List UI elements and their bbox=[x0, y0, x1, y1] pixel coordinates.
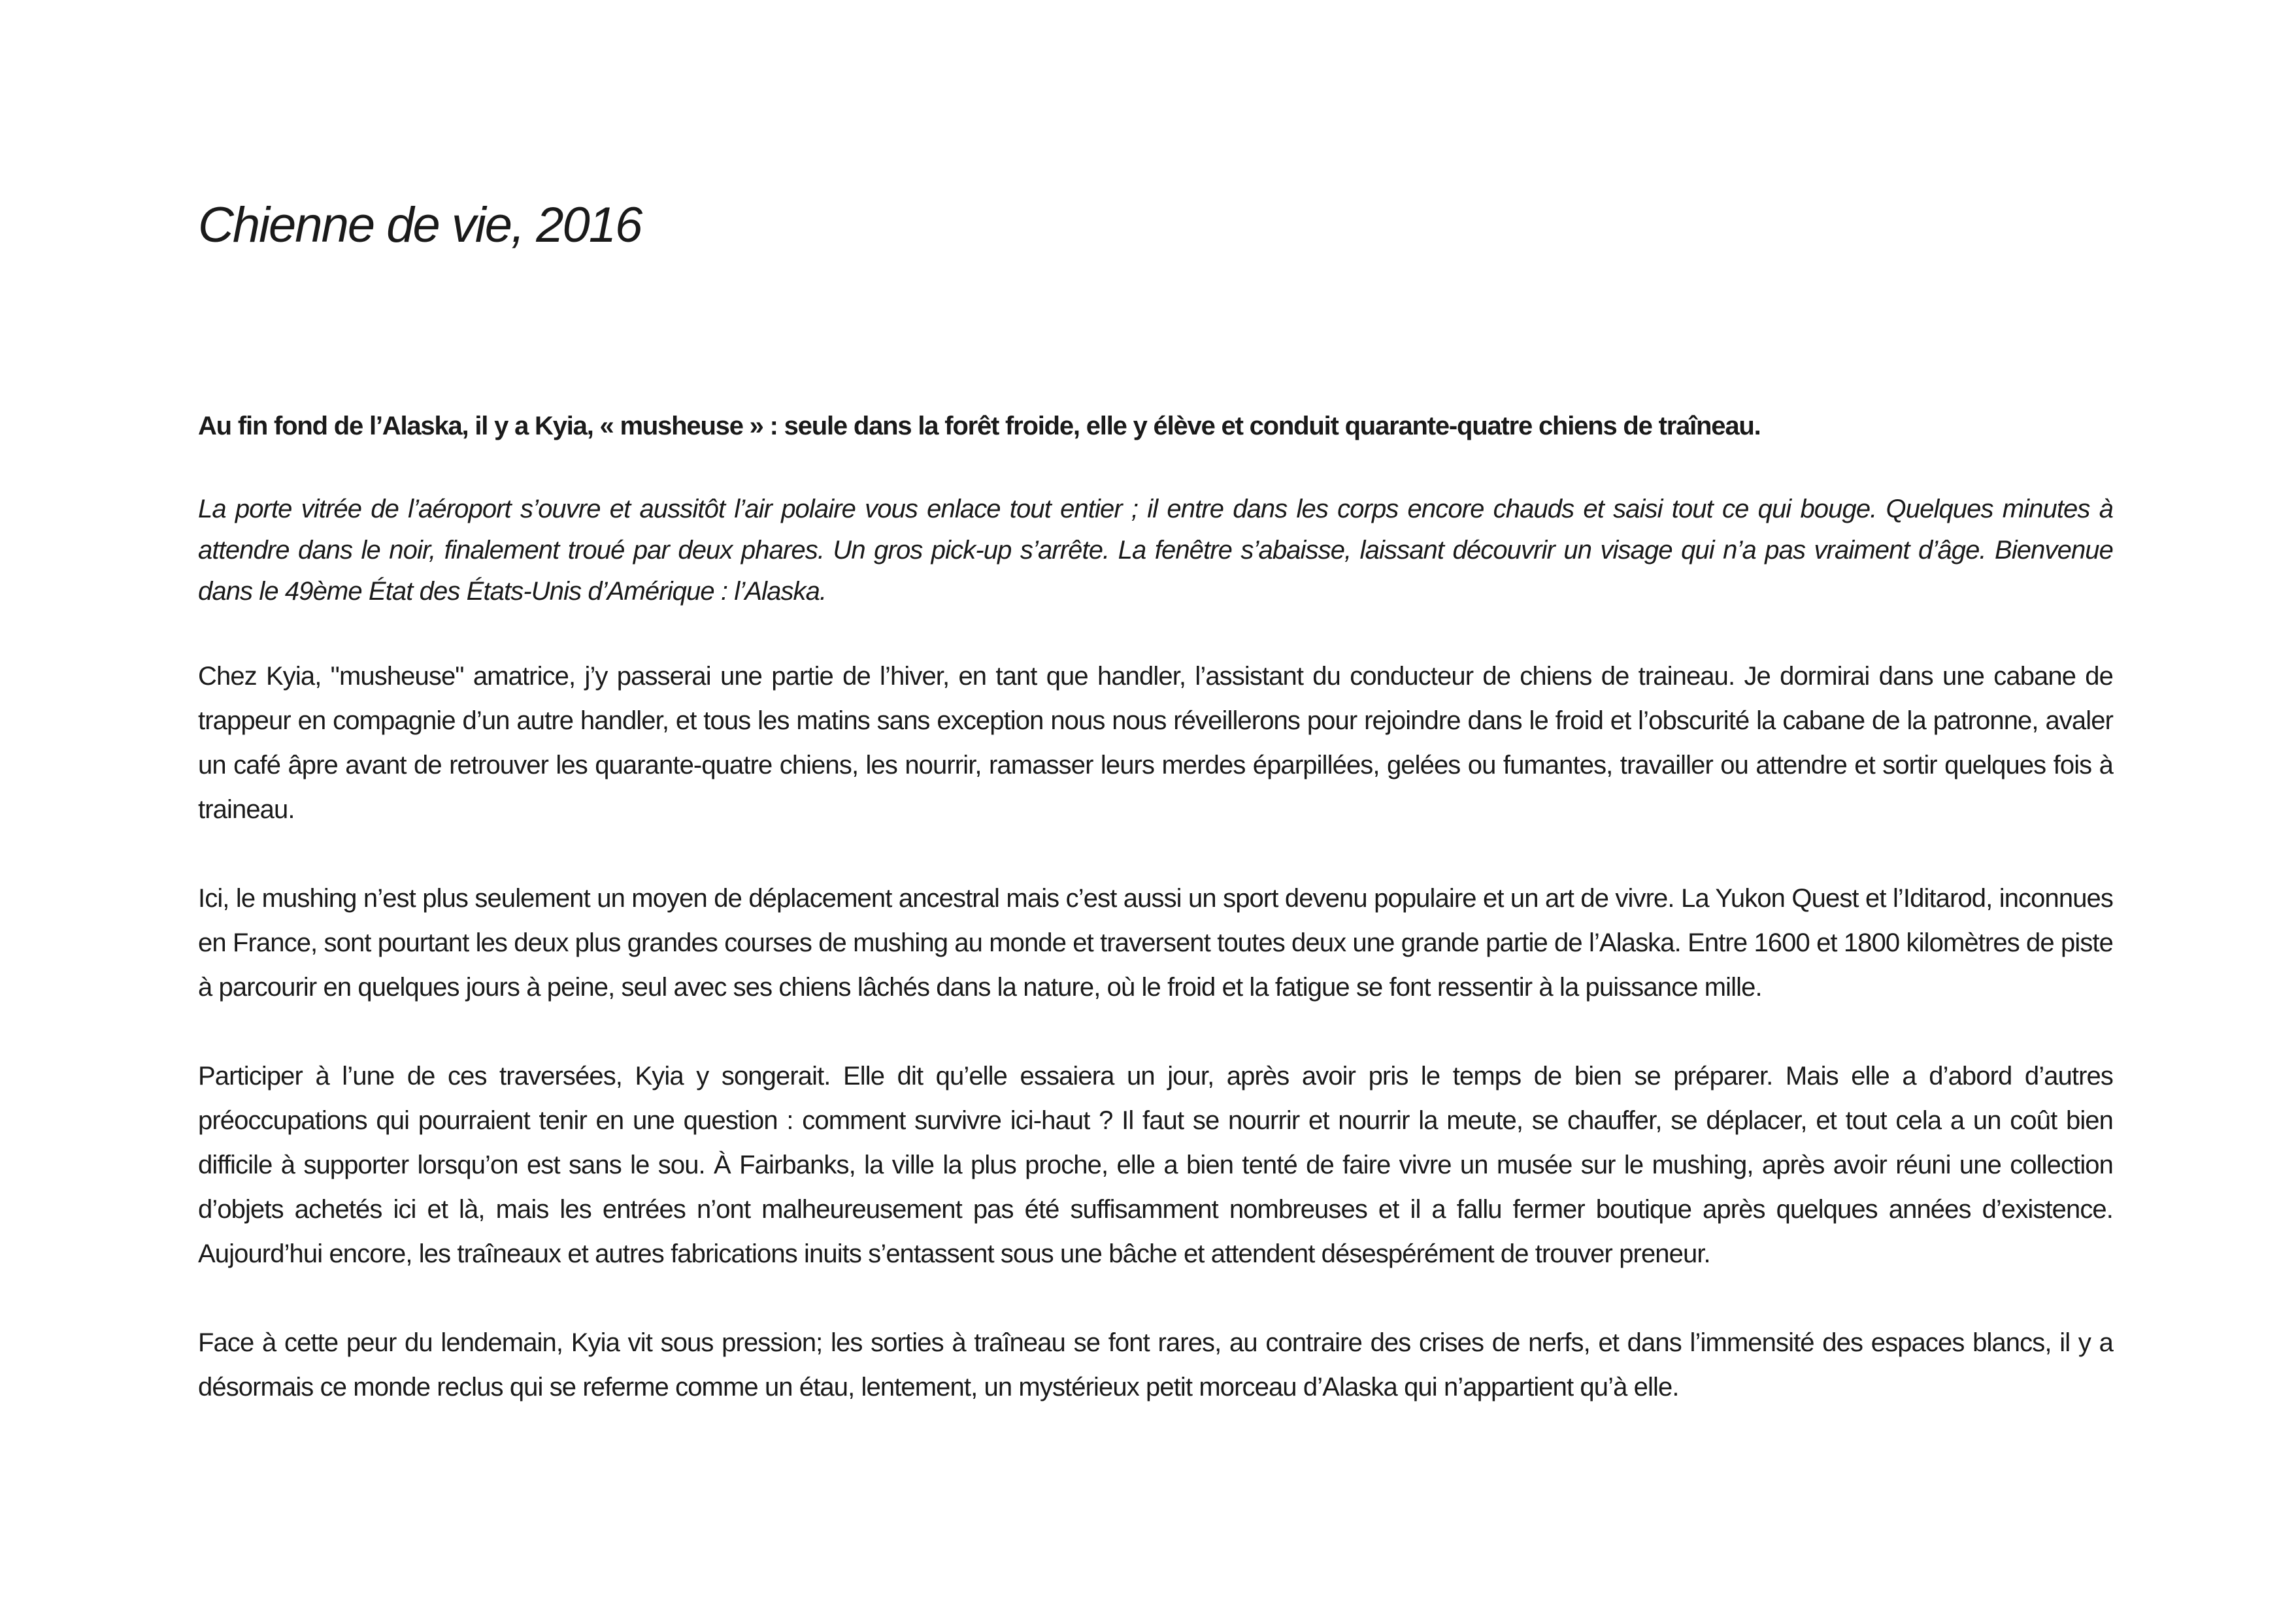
intro-paragraph: La porte vitrée de l’aéroport s’ouvre et aussitôt l’air polaire vous enlace tout entier ; il entre dans les corps encore chauds et saisi tout ce qui bouge. Quelques minutes à attendre dans le noir, finalement troué par deux phares. Un gros pick-up s’arrête. La fenêtre s’abaisse, laissant découvrir un visage qui n’a pas vraiment d’âge. Bienvenue dans le 49ème État des États-Unis d’Amérique : l’Alaska. bbox=[198, 495, 2113, 606]
body-paragraph: Participer à l’une de ces traversées, Kyia y songerait. Elle dit qu’elle essaiera un jour, après avoir pris le temps de bien se préparer. Mais elle a d’abord d’autres préoccupations qui pourraient tenir en une question : comment survivre ici-haut ? Il faut se nourrir et nourrir la meute, se chauffer, se déplacer, et tout cela a un coût bien difficile à supporter lorsqu’on est sans le sou. À Fairbanks, la ville la plus proche, elle a bien tenté de faire vivre un musée sur le mushing, après avoir réuni une collection d’objets achetés ici et là, mais les entrées n’ont malheureusement pas été suffisamment nombreuses et il a fallu fermer boutique après quelques années d’existence. Aujourd’hui encore, les traîneaux et autres fabrications inuits s’entassent sous une bâche et attendent désespérément de trouver preneur. bbox=[198, 1062, 2113, 1268]
lead-paragraph: Au fin fond de l’Alaska, il y a Kyia, « musheuse » : seule dans la forêt froide, elle y élève et conduit quarante-quatre chiens de traîneau. bbox=[198, 412, 1761, 440]
document-title: Chienne de vie, 2016 bbox=[198, 197, 642, 253]
document-body bbox=[198, 405, 2113, 1409]
body-paragraph: Chez Kyia, "musheuse" amatrice, j’y passerai une partie de l’hiver, en tant que handler, l’assistant du conducteur de chiens de traineau. Je dormirai dans une cabane de trappeur en compagnie d’un autre handler, et tous les matins sans exception nous nous réveillerons pour rejoindre dans le froid et l’obscurité la cabane de la patronne, avaler un café âpre avant de retrouver les quarante-quatre chiens, les nourrir, ramasser leurs merdes éparpillées, gelées ou fumantes, travailler ou attendre et sortir quelques fois à traineau. bbox=[198, 662, 2113, 824]
body-paragraph: Face à cette peur du lendemain, Kyia vit sous pression; les sorties à traîneau se font rares, au contraire des crises de nerfs, et dans l’immensité des espaces blancs, il y a désormais ce monde reclus qui se referme comme un étau, lentement, un mystérieux petit morceau d’Alaska qui n’appartient qu’à elle. bbox=[198, 1328, 2113, 1402]
body-paragraph: Ici, le mushing n’est plus seulement un moyen de déplacement ancestral mais c’est aussi un sport devenu populaire et un art de vivre. La Yukon Quest et l’Iditarod, inconnues en France, sont pourtant les deux plus grandes courses de mushing au monde et traversent toutes deux une grande partie de l’Alaska. Entre 1600 et 1800 kilomètres de piste à parcourir en quelques jours à peine, seul avec ses chiens lâchés dans la nature, où le froid et la fatigue se font ressentir à la puissance mille. bbox=[198, 884, 2113, 1002]
